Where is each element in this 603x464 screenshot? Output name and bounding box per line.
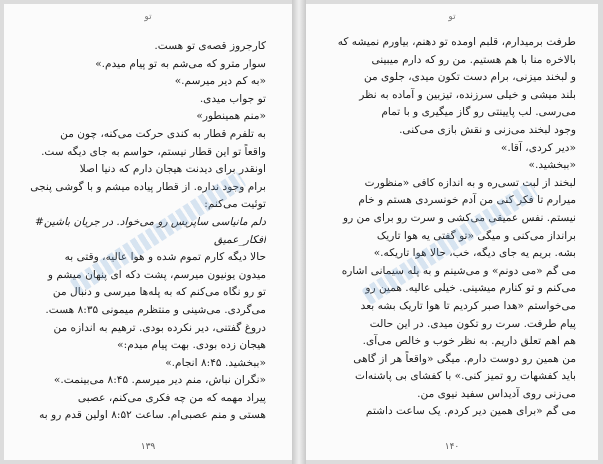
text-line: هم اهم تعلق داریم. به نظر خوب و خالص می‌آی.	[362, 335, 576, 348]
text-line: هستی و منم عصبی‌ام. ساعت ۸:۵۲ اولین قدم رو به	[39, 409, 266, 422]
text-line: میدون یونیون میرسم، پشت دکه ای پنهان میشم و	[47, 268, 266, 281]
text-line: لبخند از لبت تسی‌ره و به اندازه کافی «منظورت	[364, 176, 576, 189]
text-line: «به کم دیر میرسم.»	[174, 75, 266, 88]
text-line: طرفت برمیدارم، قلبم اومده تو دهنم، بیاورم نمیشه که	[337, 36, 576, 48]
text-line: پیراد مهمه که من چه فکری می‌کنم، عصبی	[77, 391, 266, 404]
text-line: پیام طرفت. سرت رو تکون میدی. در این حالت	[369, 317, 576, 330]
text-line: بالاخره منا با هم هستیم. من رو که دارم میبینی	[371, 53, 576, 66]
text-line: برام وجود نداره. از قطار پیاده میشم و با گوشی پنجی	[30, 180, 266, 193]
page-body	[326, 34, 576, 421]
text-line: کارجروز قصه‌ی تو هست.	[154, 40, 266, 52]
text-line: می‌رسی. لب پایینتی رو گاز میگیری و با تمام	[381, 106, 576, 119]
text-line: من همین رو دوست دارم. میگی «واقعاً هر از گاهی	[353, 352, 576, 365]
text-line: «ببخشید. ۸:۴۵ انجام.»	[165, 356, 266, 369]
text-line: می‌زنی روی آدیداس سفید نیوی من.	[417, 387, 576, 400]
text-line: بشه. بریم یه جای دیگه، خب، حالا هوا تاریکه.»	[373, 247, 576, 260]
text-line: و لبخند میزنی، برام دست تکون میدی، جلوی من	[363, 71, 576, 84]
page-header: تو	[144, 12, 152, 22]
tweet-line: افکار_عمیق	[214, 233, 266, 246]
text-line: می‌خواستم «هدا صبر کردیم تا هوا تاریک بشه بعد	[360, 299, 576, 312]
text-line: هیجان زده بودی. بهت پیام میدم:»	[117, 339, 266, 352]
text-line: می‌گردی. می‌شینی و منتظرم میمونی ۸:۳۵ هست.	[45, 303, 266, 316]
text-line: «ببخشید.»	[528, 159, 576, 172]
text-line: باید کفشهات رو تمیز کنی.» با کفشای بی پاشنه‌ات	[355, 370, 576, 383]
text-line: دروغ گفتنی، دیر نکرده بودی. ترهیم به اندازه من	[53, 321, 266, 334]
text-line: واقعاً تو این قطار نیستم، حواسم به جای دیگه ست.	[41, 145, 266, 158]
text-line: اونقدر برای دیدنت هیجان دارم که دنیا اصلا	[79, 163, 266, 176]
tweet-line: دلم مانیاسی ساپریس رو می‌خواد. در جریان باشین#	[34, 215, 266, 228]
text-line: تو جواب میدی.	[199, 92, 266, 105]
text-line: وجود لبخند می‌زنی و نقش بازی می‌کنی.	[399, 123, 576, 136]
text-line: می گم «می دونم» و می‌شینم و به پله سیمانی اشاره	[341, 264, 576, 277]
text-line: سوار مترو که می‌شم به تو پیام میدم.»	[95, 57, 266, 70]
right-page	[306, 4, 598, 460]
text-line: بلند میشی و خیلی سرزنده، تیزبین و آماده به نظر	[359, 88, 576, 101]
left-page	[4, 4, 292, 460]
text-line: تو رو نگاه می‌کنم که به پله‌ها میرسی و دنبال من	[52, 286, 266, 299]
text-line: میرارم تا فکر کنی من آدم خونسردی هستم و خام	[358, 194, 576, 207]
text-line: توئیت می‌کنم:	[204, 198, 266, 211]
text-line: می گم «برای همین دیر کردم. یک ساعت داشتم	[365, 405, 576, 418]
text-line: نیستم. نفس عمیقی می‌کشی و سرت رو برای من رو	[342, 211, 576, 224]
text-line: حالا دیگه کارم تموم شده و هوا عالیه، وقتی به	[64, 251, 266, 264]
text-line: برانداز می‌کنی و میگی «تو گفتی یه هوا تاریک	[376, 229, 576, 242]
page-header: تو	[448, 12, 456, 22]
text-line: به تلفرم قطار به کندی حرکت می‌کنه، چون من	[60, 127, 266, 140]
page-number: ۱۳۹	[140, 442, 156, 452]
text-line: «منم همینطور»	[196, 110, 266, 123]
text-line: «دیر کردی، آقا.»	[500, 141, 576, 154]
page-body	[30, 38, 266, 425]
text-line: می‌کنم و تو کنارم میشینی. خیلی عالیه. همین رو	[365, 282, 576, 295]
page-number: ۱۴۰	[444, 442, 460, 452]
text-line: «نگران نباش، منم دیر میرسم. ۸:۴۵ می‌بینمت.»	[53, 374, 266, 387]
book-gutter	[292, 0, 306, 464]
